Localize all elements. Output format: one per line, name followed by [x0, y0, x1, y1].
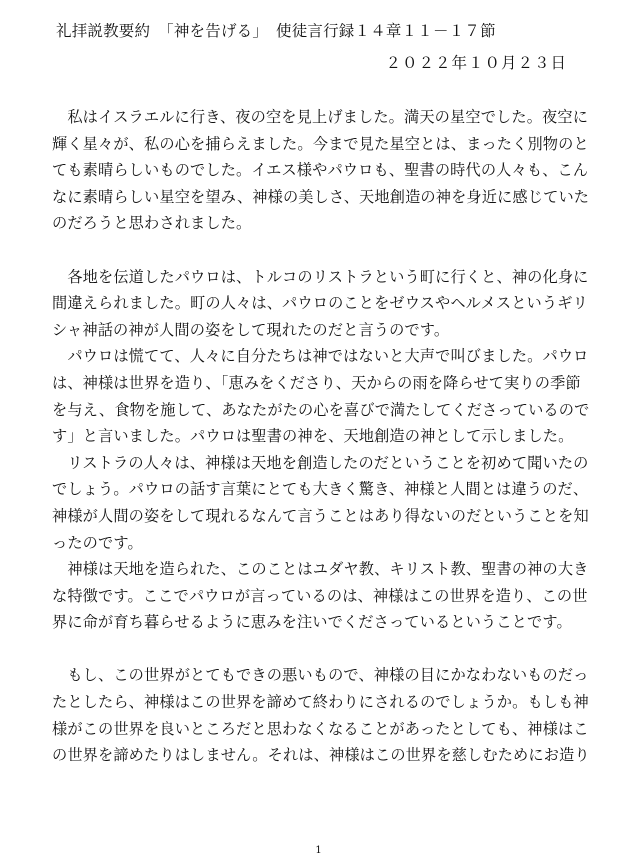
- text-line: 神様は天地を造られた、このことはユダヤ教、キリスト教、聖書の神の大き: [52, 560, 589, 579]
- text-line: 界に命が育ち暮らせるように恵みを注いでくださっているということです。: [52, 613, 572, 632]
- sermon-title: 礼拝説教要約 「神を告げる」 使徒言行録１４章１１－１７節: [56, 22, 496, 40]
- text-line: 輝く星々が、私の心を捕らえました。今まで見た星空とは、まったく別物のと: [52, 134, 589, 153]
- text-line: でしょう。パウロの話す言葉にとても大きく驚き、神様と人間とは違うのだ、: [52, 480, 589, 499]
- text-line: パウロは慌てて、人々に自分たちは神ではないと大声で叫びました。パウロ: [52, 347, 589, 366]
- sermon-date: ２０２２年１０月２３日: [385, 54, 567, 72]
- text-line: リストラの人々は、神様は天地を創造したのだということを初めて聞いたの: [52, 453, 589, 472]
- text-line: もし、この世界がとてもできの悪いもので、神様の目にかなわないものだっ: [52, 666, 589, 685]
- text-line: す」と言いました。パウロは聖書の神を、天地創造の神として示しました。: [52, 427, 574, 446]
- paragraph: [52, 662, 592, 768]
- text-line: シャ神話の神が人間の姿をして現れたのだと言うのです。: [52, 320, 450, 339]
- text-line: ても素晴らしいものでした。イエス様やパウロも、聖書の時代の人々も、こん: [52, 161, 589, 180]
- paragraph: [52, 556, 592, 636]
- text-line: を与え、食物を施して、あなたがたの心を喜びで満たしてくださっているので: [52, 400, 590, 419]
- text-line: なに素晴らしい星空を望み、神様の美しさ、天地創造の神を身近に感じていた: [52, 187, 590, 206]
- text-line: のだろうと思わされました。: [52, 214, 252, 233]
- text-line: の世界を諦めたりはしません。それは、神様はこの世界を慈しむためにお造り: [52, 746, 590, 765]
- text-line: ったのです。: [52, 533, 143, 552]
- text-line: は、神様は世界を造り、「恵みをくださり、天からの雨を降らせて実りの季節: [52, 373, 581, 392]
- text-line: 各地を伝道したパウロは、トルコのリストラという町に行くと、神の化身に: [52, 267, 589, 286]
- text-line: たとしたら、神様はこの世界を諦めて終わりにされるのでしょうか。もしも神: [52, 693, 589, 712]
- text-line: な特徴です。ここでパウロが言っているのは、神様はこの世界を造り、この世: [52, 586, 588, 605]
- page-number: 1: [315, 845, 322, 856]
- text-line: 様がこの世界を良いところだと思わなくなることがあったとしても、神様はこ: [52, 719, 589, 738]
- text-line: 私はイスラエルに行き、夜の空を見上げました。満天の星空でした。夜空に: [52, 108, 589, 126]
- paragraph: [52, 450, 592, 556]
- paragraph: [52, 264, 592, 344]
- sermon-body: [52, 104, 592, 769]
- paragraph: [52, 104, 592, 237]
- text-line: 間違えられました。町の人々は、パウロのことをゼウスやヘルメスというギリ: [52, 294, 588, 313]
- paragraph: [52, 343, 592, 449]
- text-line: 神様が人間の姿をして現れるなんて言うことはあり得ないのだということを知: [52, 506, 589, 525]
